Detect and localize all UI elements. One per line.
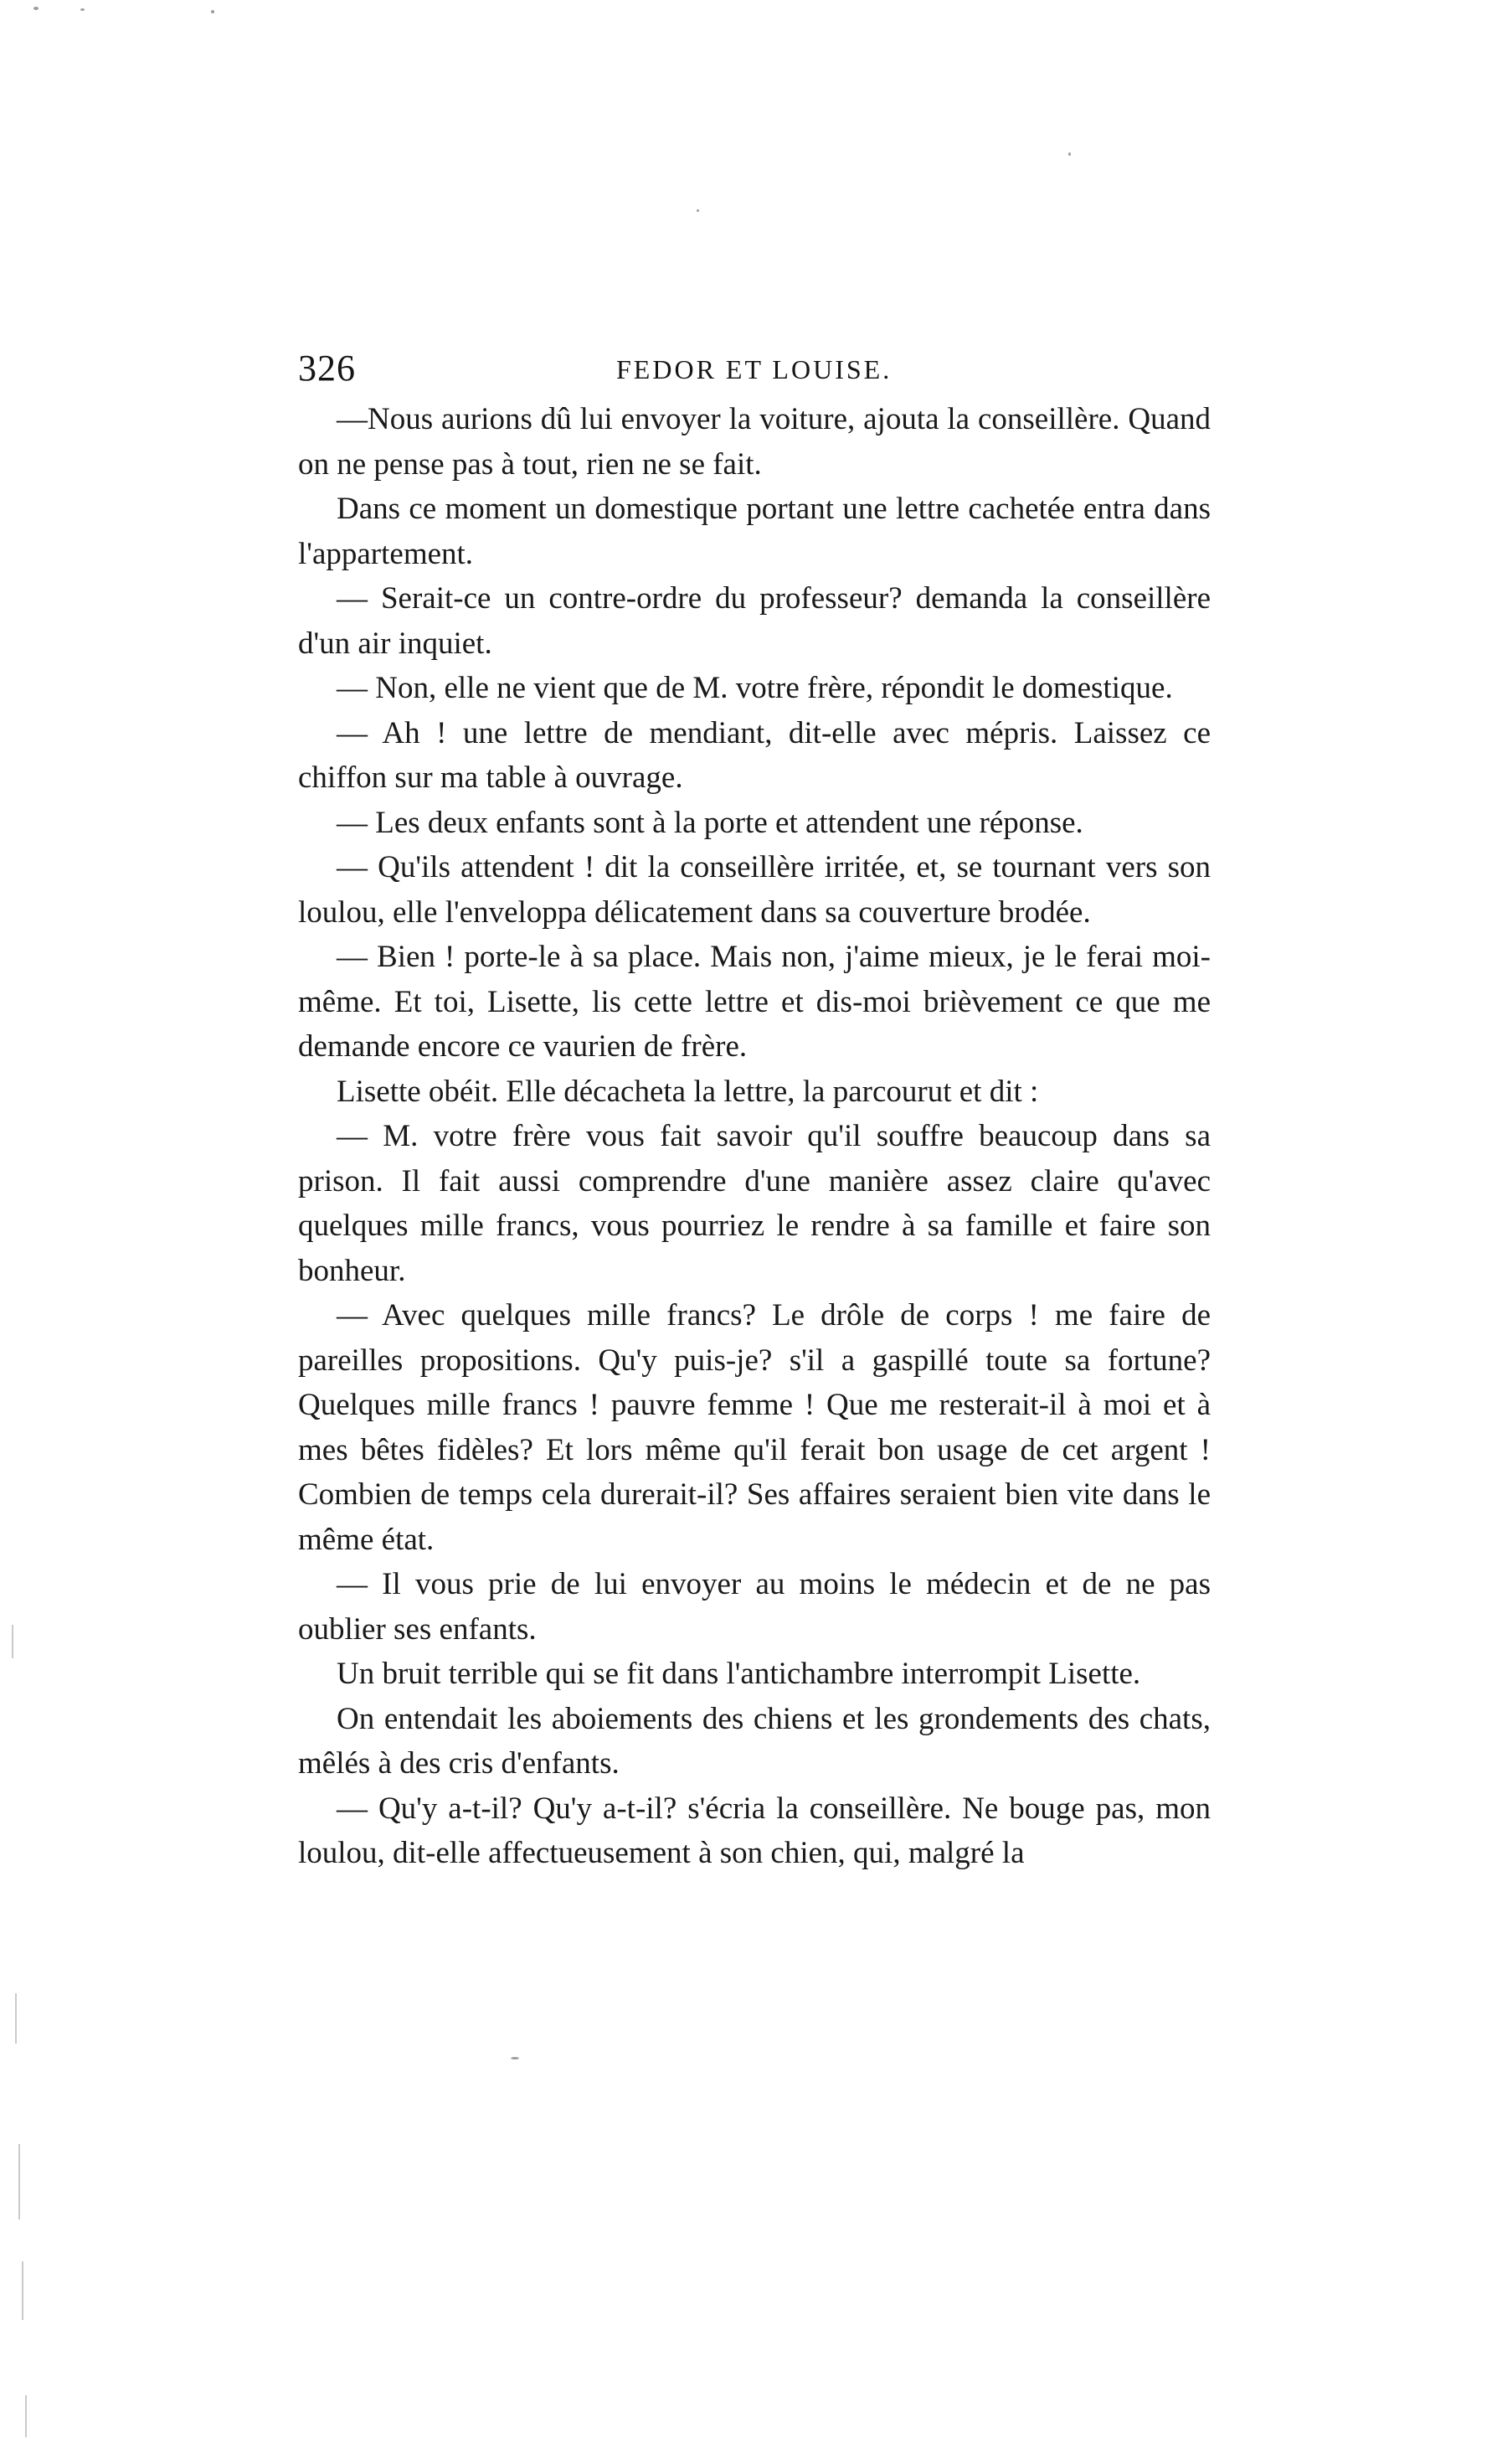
scan-edge-noise [12, 1625, 13, 1658]
scan-speck [80, 8, 85, 11]
paragraph: On entendait les aboiements des chiens et les grondements des chats, mêlés à des cris d'enfants. [298, 1701, 1211, 1781]
page-number: 326 [298, 348, 356, 389]
paragraph: — Non, elle ne vient que de M. votre frère, répondit le domestique. [337, 671, 1173, 705]
paragraph: — M. votre frère vous fait savoir qu'il souffre beaucoup dans sa prison. Il fait aussi comprendre d'une manière assez claire qu'avec quelques mille francs, vous pourriez le rendre à sa famille et faire son bonheur. [298, 1119, 1211, 1288]
scan-speck [1068, 152, 1071, 156]
scan-edge-noise [22, 2261, 23, 2320]
paragraph: — Qu'y a-t-il? Qu'y a-t-il? s'écria la conseillère. Ne bouge pas, mon loulou, dit-elle affectueusement à son chien, qui, malgré la [298, 1791, 1211, 1870]
paragraph: Lisette obéit. Elle décacheta la lettre, la parcourut et dit : [337, 1074, 1039, 1109]
scan-speck [697, 209, 699, 212]
paragraph: — Ah ! une lettre de mendiant, dit-elle avec mépris. Laissez ce chiffon sur ma table à ouvrage. [298, 715, 1211, 795]
paragraph: — Les deux enfants sont à la porte et attendent une réponse. [337, 805, 1083, 840]
paragraph: — Serait-ce un contre-ordre du professeur? demanda la conseillère d'un air inquiet. [298, 581, 1211, 661]
paragraph: — Bien ! porte-le à sa place. Mais non, j'aime mieux, je le ferai moi-même. Et toi, Lisette, lis cette lettre et dis-moi brièvement ce que me demande encore ce vaurien de frère. [298, 940, 1211, 1064]
paragraph: Dans ce moment un domestique portant une lettre cachetée entra dans l'appartement. [298, 492, 1211, 571]
paragraph: Un bruit terrible qui se fit dans l'antichambre interrompit Lisette. [337, 1657, 1141, 1691]
paragraph: —Nous aurions dû lui envoyer la voiture, ajouta la conseillère. Quand on ne pense pas à tout, rien ne se fait. [298, 402, 1211, 482]
paragraph: — Il vous prie de lui envoyer au moins le médecin et de ne pas oublier ses enfants. [298, 1567, 1211, 1647]
running-title: FEDOR ET LOUISE. [616, 354, 893, 384]
scan-edge-noise [18, 2144, 20, 2219]
paragraph: — Qu'ils attendent ! dit la conseillère irritée, et, se tournant vers son loulou, elle l'enveloppa délicatement dans sa couverture brodée. [298, 850, 1211, 930]
scan-edge-noise [15, 1993, 17, 2044]
scan-edge-noise [25, 2395, 27, 2437]
scan-speck [33, 7, 39, 10]
page-header [298, 345, 1211, 395]
scan-speck [511, 2057, 519, 2059]
body-text [298, 397, 1211, 1876]
scan-speck [211, 10, 214, 13]
paragraph: — Avec quelques mille francs? Le drôle de corps ! me faire de pareilles propositions. Qu'y puis-je? s'il a gaspillé toute sa fortune? Quelques mille francs ! pauvre femme ! Que me resterait-il à moi et à mes bêtes fidèles? Et lors même qu'il ferait bon usage de cet argent ! Combien de temps cela durerait-il? Ses affaires seraient bien vite dans le même état. [298, 1298, 1211, 1557]
